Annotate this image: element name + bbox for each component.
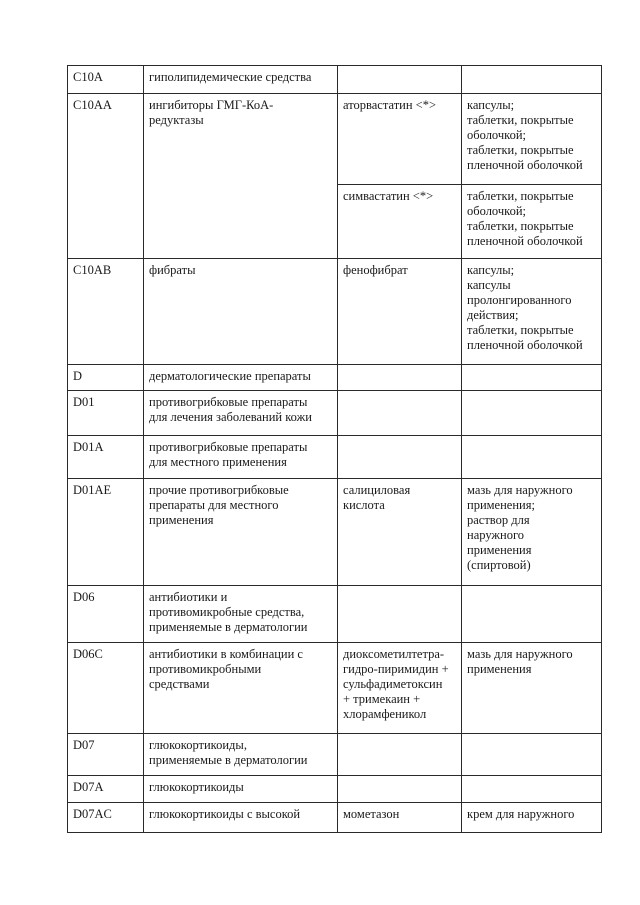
table-row bbox=[68, 391, 602, 436]
table-row bbox=[68, 94, 602, 185]
dosage-form-cell bbox=[462, 66, 602, 94]
dosage-form-cell bbox=[462, 586, 602, 643]
dosage-form-cell bbox=[462, 734, 602, 776]
group-name-cell: прочие противогрибковые препараты для местного применения bbox=[144, 479, 338, 586]
drug-classification-table bbox=[67, 65, 602, 833]
group-name-cell: противогрибковые препараты для лечения заболеваний кожи bbox=[144, 391, 338, 436]
atc-code-cell: C10AA bbox=[68, 94, 144, 259]
table-row bbox=[68, 776, 602, 803]
drug-name-cell: диоксометилтетра- гидро-пиримидин + сульфадиметоксин + тримекаин + хлорамфеникол bbox=[338, 643, 462, 734]
table-row bbox=[68, 259, 602, 365]
group-name-cell: противогрибковые препараты для местного применения bbox=[144, 436, 338, 479]
dosage-form-cell bbox=[462, 776, 602, 803]
drug-name-cell: фенофибрат bbox=[338, 259, 462, 365]
dosage-form-cell bbox=[462, 436, 602, 479]
atc-code-cell: D06C bbox=[68, 643, 144, 734]
table-row bbox=[68, 66, 602, 94]
drug-name-cell bbox=[338, 734, 462, 776]
group-name-cell: гиполипидемические средства bbox=[144, 66, 338, 94]
drug-name-cell bbox=[338, 586, 462, 643]
drug-name-cell bbox=[338, 776, 462, 803]
dosage-form-cell bbox=[462, 365, 602, 391]
group-name-cell: глюкокортикоиды bbox=[144, 776, 338, 803]
table-row bbox=[68, 643, 602, 734]
table-row bbox=[68, 436, 602, 479]
drug-name-cell bbox=[338, 391, 462, 436]
dosage-form-cell: мазь для наружного применения; раствор для наружного применения (спиртовой) bbox=[462, 479, 602, 586]
group-name-cell: глюкокортикоиды, применяемые в дерматологии bbox=[144, 734, 338, 776]
atc-code-cell: C10A bbox=[68, 66, 144, 94]
group-name-cell: антибиотики в комбинации с противомикробными средствами bbox=[144, 643, 338, 734]
drug-name-cell: аторвастатин <*> bbox=[338, 94, 462, 185]
atc-code-cell: D07 bbox=[68, 734, 144, 776]
table-row bbox=[68, 586, 602, 643]
drug-name-cell: симвастатин <*> bbox=[338, 185, 462, 259]
group-name-cell: ингибиторы ГМГ-КоА- редуктазы bbox=[144, 94, 338, 259]
atc-code-cell: D bbox=[68, 365, 144, 391]
group-name-cell: фибраты bbox=[144, 259, 338, 365]
dosage-form-cell: капсулы; таблетки, покрытые оболочкой; таблетки, покрытые пленочной оболочкой bbox=[462, 94, 602, 185]
drug-name-cell bbox=[338, 436, 462, 479]
drug-name-cell bbox=[338, 365, 462, 391]
atc-code-cell: D01AE bbox=[68, 479, 144, 586]
drug-name-cell bbox=[338, 66, 462, 94]
atc-code-cell: D01 bbox=[68, 391, 144, 436]
dosage-form-cell: крем для наружного bbox=[462, 803, 602, 833]
dosage-form-cell bbox=[462, 391, 602, 436]
table-row bbox=[68, 479, 602, 586]
table-row bbox=[68, 365, 602, 391]
table-row bbox=[68, 734, 602, 776]
atc-code-cell: D01A bbox=[68, 436, 144, 479]
group-name-cell: глюкокортикоиды с высокой bbox=[144, 803, 338, 833]
group-name-cell: антибиотики и противомикробные средства, применяемые в дерматологии bbox=[144, 586, 338, 643]
dosage-form-cell: таблетки, покрытые оболочкой; таблетки, покрытые пленочной оболочкой bbox=[462, 185, 602, 259]
drug-name-cell: салициловая кислота bbox=[338, 479, 462, 586]
drug-name-cell: мометазон bbox=[338, 803, 462, 833]
atc-code-cell: D07A bbox=[68, 776, 144, 803]
dosage-form-cell: мазь для наружного применения bbox=[462, 643, 602, 734]
table-row bbox=[68, 803, 602, 833]
atc-code-cell: C10AB bbox=[68, 259, 144, 365]
atc-code-cell: D06 bbox=[68, 586, 144, 643]
group-name-cell: дерматологические препараты bbox=[144, 365, 338, 391]
dosage-form-cell: капсулы; капсулы пролонгированного действия; таблетки, покрытые пленочной оболочкой bbox=[462, 259, 602, 365]
atc-code-cell: D07AC bbox=[68, 803, 144, 833]
